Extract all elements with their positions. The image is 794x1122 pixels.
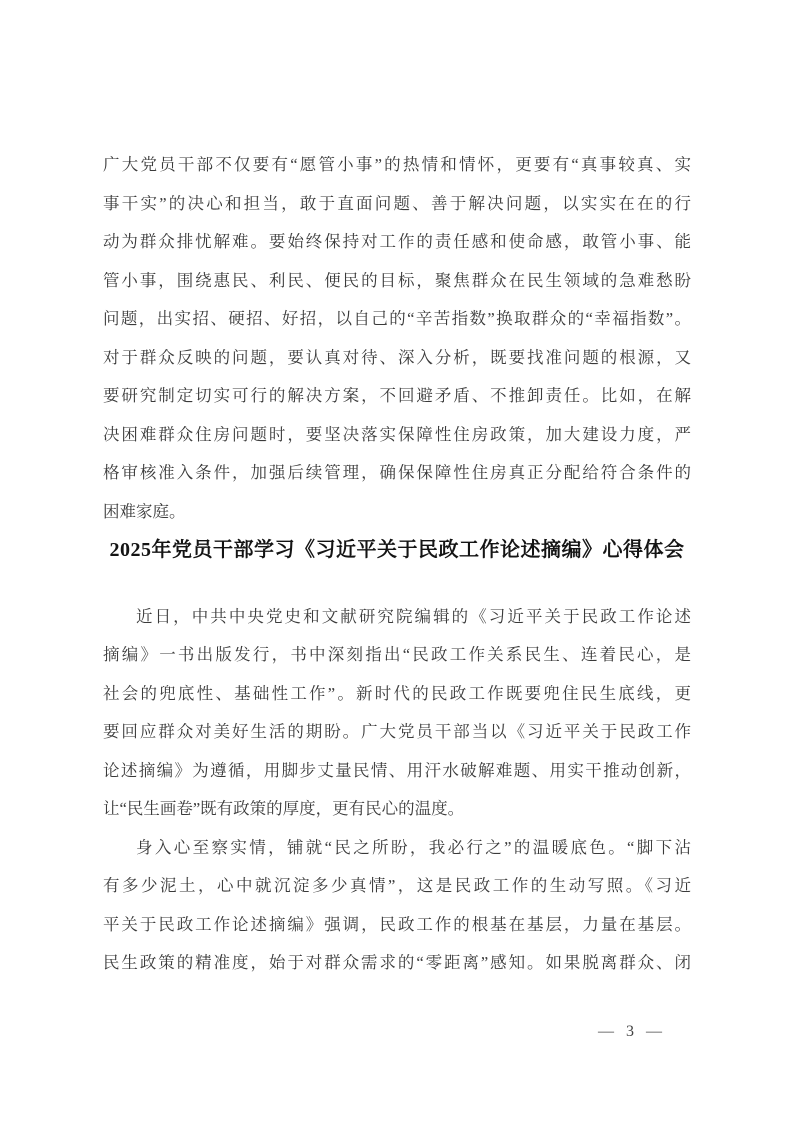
text-line: 格审核准入条件，加强后续管理，确保保障性住房真正分配给符合条件的	[103, 463, 691, 482]
document-body	[103, 146, 691, 983]
text-line: 决困难群众住房问题时，要坚决落实保障性住房政策，加大建设力度，严	[103, 424, 691, 444]
paragraph-continued	[103, 146, 691, 531]
text-line: 社会的兜底性、基础性工作”。新时代的民政工作既要兜住民生底线，更	[103, 683, 691, 703]
text-line: 管小事，围绕惠民、利民、便民的目标，聚焦群众在民生领域的急难愁盼	[103, 270, 691, 290]
text-line: 论述摘编》为遵循，用脚步丈量民情、用汗水破解难题、用实干推动创新，	[103, 760, 691, 780]
text-line: 近日，中共中央党史和文献研究院编辑的《习近平关于民政工作论述	[136, 606, 691, 626]
text-line: 有多少泥土，心中就沉淀多少真情”，这是民政工作的生动写照。《习近	[103, 876, 691, 895]
page-footer	[0, 1020, 794, 1050]
text-line: 问题，出实招、硬招、好招，以自己的“辛苦指数”换取群众的“幸福指数”。	[103, 309, 691, 328]
section-heading: 2025年党员干部学习《习近平关于民政工作论述摘编》心得体会	[109, 539, 685, 561]
text-line: 困难家庭。	[103, 501, 186, 521]
text-line: 广大党员干部不仅要有“愿管小事”的热情和情怀，更要有“真事较真、实	[103, 155, 691, 174]
paragraph	[103, 829, 691, 983]
text-line: 民生政策的精准度，始于对群众需求的“零距离”感知。如果脱离群众、闭	[103, 953, 691, 972]
text-line: 平关于民政工作论述摘编》强调，民政工作的根基在基层，力量在基层。	[103, 914, 691, 934]
text-line: 动为群众排忧解难。要始终保持对工作的责任感和使命感，敢管小事、能	[103, 232, 691, 251]
text-line: 摘编》一书出版发行，书中深刻指出“民政工作关系民生、连着民心，是	[103, 645, 691, 664]
text-line: 要回应群众对美好生活的期盼。广大党员干部当以《习近平关于民政工作	[103, 722, 691, 741]
page-number: — 3 —	[598, 1023, 662, 1040]
text-line: 让“民生画卷”既有政策的厚度，更有民心的温度。	[103, 799, 465, 818]
text-line: 事干实”的决心和担当，敢于直面问题、善于解决问题，以实实在在的行	[103, 193, 691, 213]
text-line: 身入心至察实情，铺就“民之所盼，我必行之”的温暖底色。“脚下沾	[136, 837, 691, 857]
text-line: 要研究制定切实可行的解决方案，不回避矛盾、不推卸责任。比如，在解	[103, 386, 691, 405]
paragraph	[103, 598, 691, 829]
text-line: 对于群众反映的问题，要认真对待、深入分析，既要找准问题的根源，又	[103, 347, 691, 367]
